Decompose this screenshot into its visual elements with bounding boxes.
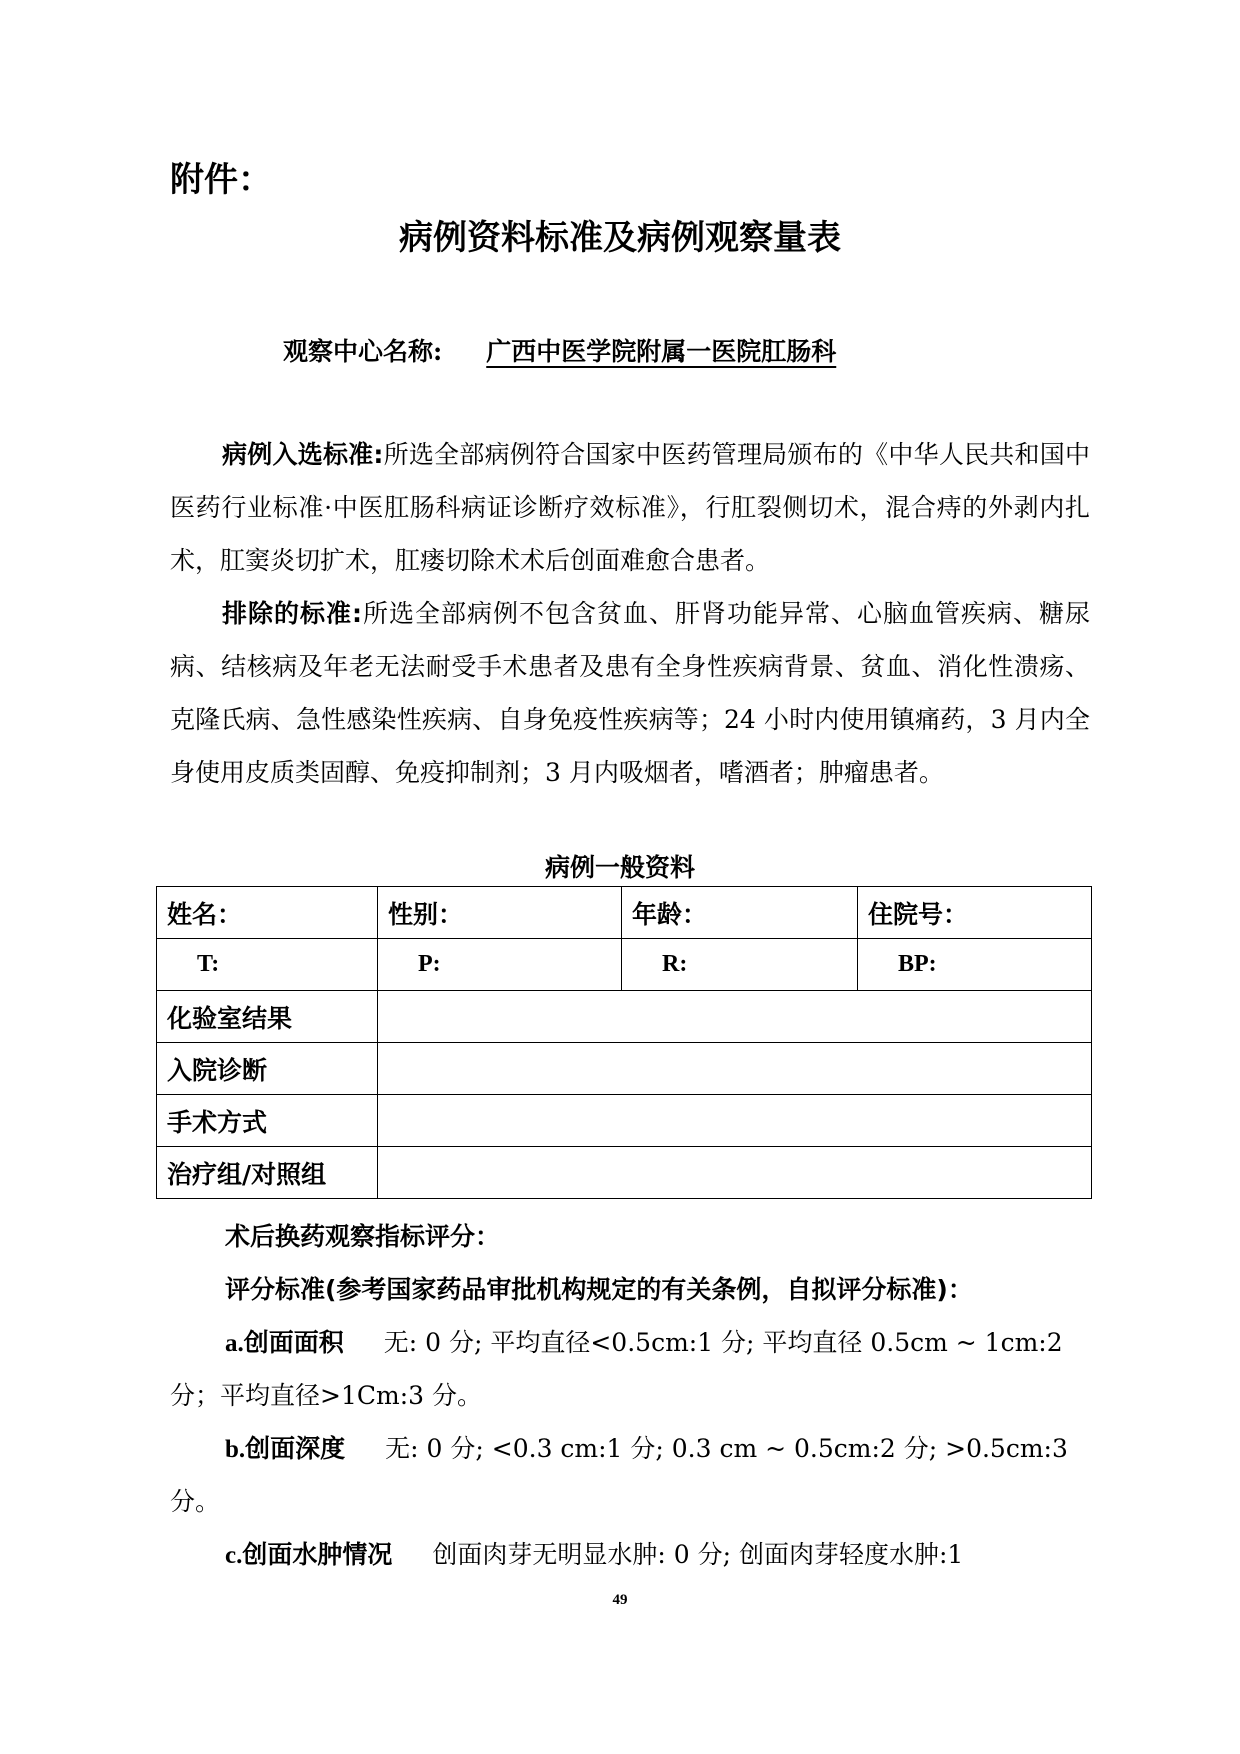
item-name: 创面深度 xyxy=(245,1434,346,1463)
exclusion-label: 排除的标准: xyxy=(222,599,362,628)
item-letter: a. xyxy=(225,1330,244,1357)
name-cell: 姓名： xyxy=(157,887,378,939)
blood-pressure-cell: BP: xyxy=(858,939,1092,991)
page-title: 病例资料标准及病例观察量表 xyxy=(399,218,841,258)
table-row xyxy=(157,887,1092,939)
exclusion-criteria xyxy=(170,587,1090,799)
item-text: 无: 0 分; <0.3 cm:1 分; 0.3 cm ~ 0.5cm:2 分; >0.5cm:3 xyxy=(385,1434,1068,1463)
scoring-criteria: 评分标准(参考国家药品审批机构规定的有关条例，自拟评分标准)： xyxy=(225,1275,973,1304)
inclusion-criteria xyxy=(170,428,1090,587)
temperature-cell: T: xyxy=(157,939,378,991)
table-row xyxy=(157,1043,1092,1095)
item-name: 创面水肿情况 xyxy=(242,1540,393,1569)
scoring-heading: 术后换药观察指标评分： xyxy=(225,1222,501,1251)
score-item-depth-cont: 分。 xyxy=(170,1487,221,1516)
lab-results-value xyxy=(378,991,1092,1043)
score-item-area xyxy=(225,1323,1145,1359)
item-text: 创面肉芽无明显水肿: 0 分; 创面肉芽轻度水肿:1 xyxy=(432,1540,964,1569)
group-value xyxy=(378,1147,1092,1199)
table-row xyxy=(157,1095,1092,1147)
score-item-edema xyxy=(225,1535,1145,1571)
score-item-area-cont: 分；平均直径>1Cm:3 分。 xyxy=(170,1381,482,1410)
general-info-table xyxy=(156,886,1092,1199)
score-item-depth xyxy=(225,1429,1145,1465)
table-row xyxy=(157,939,1092,991)
item-name: 创面面积 xyxy=(243,1328,344,1357)
gender-cell: 性别： xyxy=(378,887,622,939)
respiration-cell: R: xyxy=(622,939,858,991)
group-label: 治疗组/对照组 xyxy=(157,1147,378,1199)
inclusion-label: 病例入选标准: xyxy=(222,440,384,469)
observation-center-label: 观察中心名称: xyxy=(283,337,443,366)
age-cell: 年龄： xyxy=(622,887,858,939)
lab-results-label: 化验室结果 xyxy=(157,991,378,1043)
item-letter: c. xyxy=(225,1542,243,1569)
general-info-title: 病例一般资料 xyxy=(544,853,695,882)
table-row xyxy=(157,991,1092,1043)
table-row xyxy=(157,1147,1092,1199)
item-text: 无: 0 分; 平均直径<0.5cm:1 分; 平均直径 0.5cm ~ 1cm:2 xyxy=(383,1328,1063,1357)
surgery-method-value xyxy=(378,1095,1092,1147)
admission-diagnosis-value xyxy=(378,1043,1092,1095)
observation-center xyxy=(283,332,836,368)
item-letter: b. xyxy=(225,1436,246,1463)
admission-number-cell: 住院号： xyxy=(858,887,1092,939)
surgery-method-label: 手术方式 xyxy=(157,1095,378,1147)
attachment-label: 附件： xyxy=(170,160,272,200)
admission-diagnosis-label: 入院诊断 xyxy=(157,1043,378,1095)
page-number: 49 xyxy=(612,1592,628,1608)
exclusion-text: 所选全部病例不包含贫血、肝肾功能异常、心脑血管疾病、糖尿病、结核病及年老无法耐受手术患者及患有全身性疾病背景、贫血、消化性溃疡、克隆氏病、急性感染性疾病、自身免疫性疾病等；24 小时内使用镇痛药，3 月内全身使用皮质类固醇、免疫抑制剂；3 月内吸烟者，嗜酒者；肿瘤患者。 xyxy=(170,599,1090,787)
observation-center-name: 广西中医学院附属一医院肛肠科 xyxy=(486,337,837,366)
inclusion-text: 所选全部病例符合国家中医药管理局颁布的《中华人民共和国中医药行业标准·中医肛肠科病证诊断疗效标准》，行肛裂侧切术，混合痔的外剥内扎术，肛窦炎切扩术，肛瘘切除术术后创面难愈合患者。 xyxy=(170,440,1090,575)
pulse-cell: P: xyxy=(378,939,622,991)
